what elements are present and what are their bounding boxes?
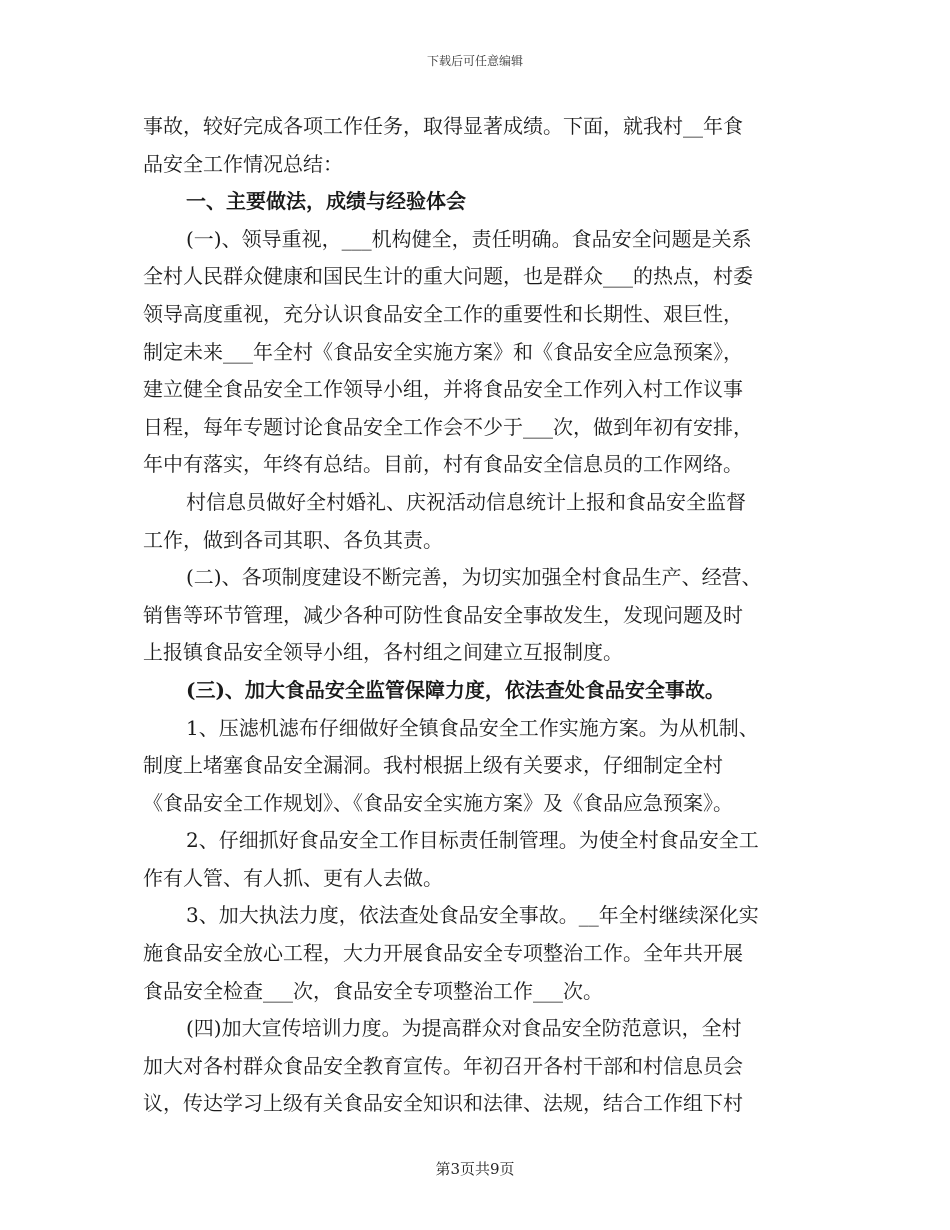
subsection-heading: (三)、加大食品安全监管保障力度，依法查处食品安全事故。 bbox=[186, 677, 725, 702]
paragraph-line: 村信息员做好全村婚礼、庆祝活动信息统计上报和食品安全监督 bbox=[186, 489, 746, 514]
paragraph-line: (四)加大宣传培训力度。为提高群众对食品安全防范意识，全村 bbox=[186, 1016, 742, 1041]
section-heading: 一、主要做法，成绩与经验体会 bbox=[186, 189, 466, 214]
paragraph-line: 施食品安全放心工程，大力开展食品安全专项整治工作。全年共开展 bbox=[143, 941, 743, 966]
paragraph-line: 建立健全食品安全工作领导小组，并将食品安全工作列入村工作议事 bbox=[143, 377, 743, 402]
paragraph-line: 工作，做到各司其职、各负其责。 bbox=[143, 527, 443, 552]
paragraph-line: 领导高度重视，充分认识食品安全工作的重要性和长期性、艰巨性， bbox=[143, 301, 743, 326]
paragraph-line: (二)、各项制度建设不断完善，为切实加强全村食品生产、经营、 bbox=[186, 565, 762, 590]
paragraph-line: 食品安全检查___次，食品安全专项整治工作___次。 bbox=[143, 978, 603, 1003]
paragraph-line: 事故，较好完成各项工作任务，取得显著成绩。下面，就我村__年食 bbox=[143, 114, 743, 138]
paragraph-line: 《食品安全工作规划》、《食品安全实施方案》及《食品应急预案》。 bbox=[143, 790, 733, 815]
page-header: 下载后可任意编辑 bbox=[426, 54, 523, 68]
paragraph-line: 上报镇食品安全领导小组，各村组之间建立互报制度。 bbox=[143, 640, 623, 665]
paragraph-line: (一)、领导重视，___机构健全，责任明确。食品安全问题是关系 bbox=[186, 226, 752, 251]
document-body bbox=[143, 108, 808, 1123]
paragraph-line: 年中有落实，年终有总结。目前，村有食品安全信息员的工作网络。 bbox=[143, 452, 743, 477]
paragraph-line: 1、压滤机滤布仔细做好全镇食品安全工作实施方案。为从机制、 bbox=[186, 715, 759, 740]
paragraph-line: 3、加大执法力度，依法查处食品安全事故。__年全村继续深化实 bbox=[186, 903, 759, 928]
paragraph-line: 制定未来___年全村《食品安全实施方案》和《食品安全应急预案》， bbox=[143, 339, 743, 364]
paragraph-line: 品安全工作情况总结： bbox=[143, 151, 343, 176]
paragraph-line: 议，传达学习上级有关食品安全知识和法律、法规，结合工作组下村 bbox=[143, 1091, 743, 1116]
paragraph-line: 销售等环节管理，减少各种可防性食品安全事故发生，发现问题及时 bbox=[143, 602, 743, 627]
paragraph-line: 制度上堵塞食品安全漏洞。我村根据上级有关要求，仔细制定全村 bbox=[143, 753, 723, 778]
page-number: 第3页共9页 bbox=[435, 1160, 515, 1178]
paragraph-line: 2、仔细抓好食品安全工作目标责任制管理。为使全村食品安全工 bbox=[186, 828, 759, 853]
paragraph-line: 全村人民群众健康和国民生计的重大问题，也是群众___的热点，村委 bbox=[143, 264, 753, 289]
paragraph-line: 日程，每年专题讨论食品安全工作会不少于___次，做到年初有安排， bbox=[143, 414, 753, 439]
paragraph-line: 加大对各村群众食品安全教育宣传。年初召开各村干部和村信息员会 bbox=[143, 1053, 743, 1078]
paragraph-line: 作有人管、有人抓、更有人去做。 bbox=[143, 865, 443, 890]
